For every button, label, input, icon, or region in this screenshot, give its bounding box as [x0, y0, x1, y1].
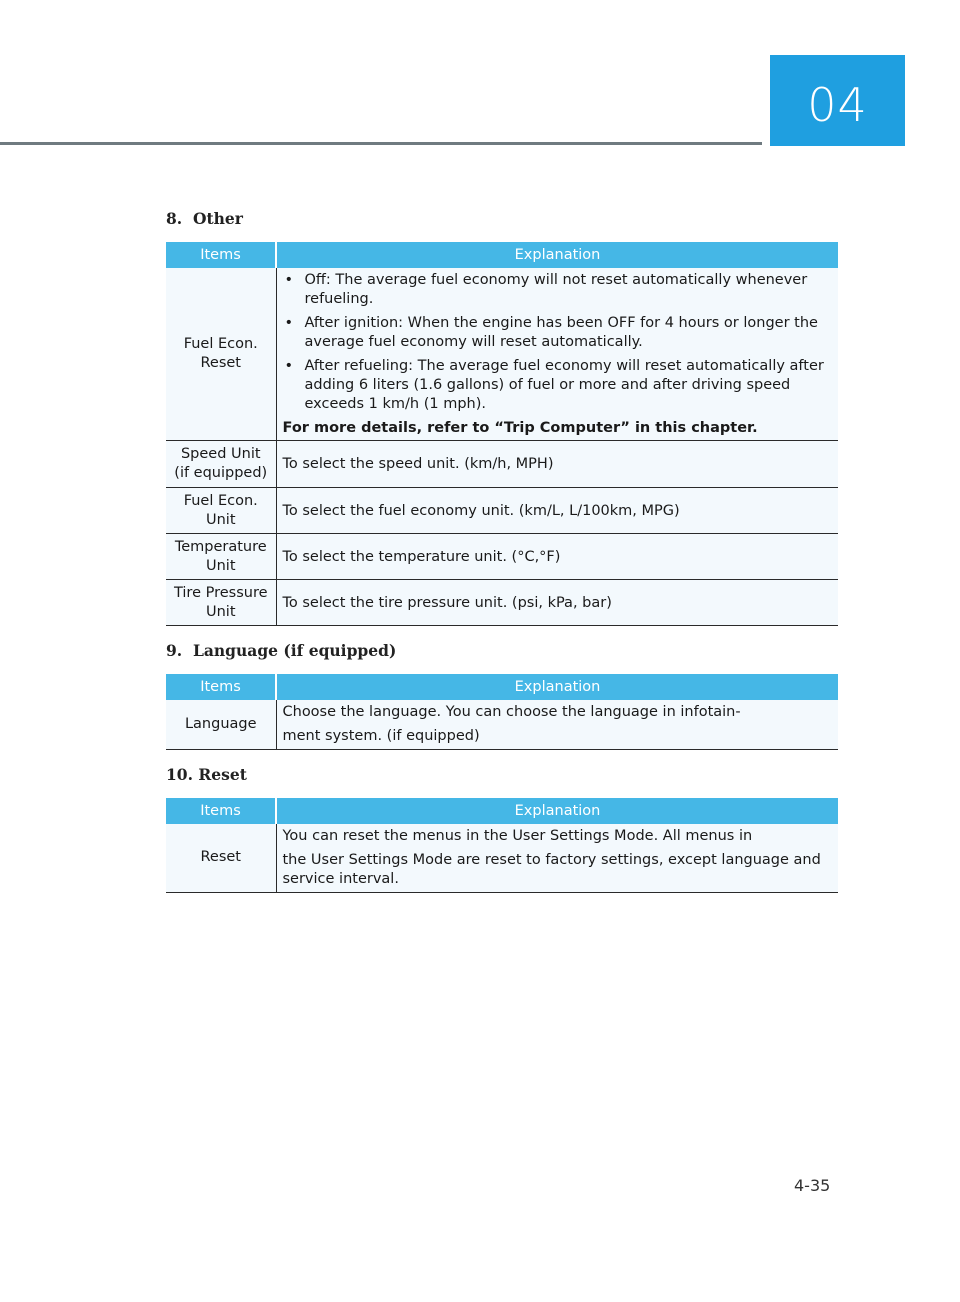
explanation-cell: To select the speed unit. (km/h, MPH)	[276, 441, 838, 488]
item-cell	[166, 268, 276, 441]
chapter-tab	[770, 55, 905, 146]
page-number: 4-35	[794, 1176, 831, 1195]
other-settings-table	[166, 242, 838, 626]
item-cell	[166, 488, 276, 534]
table-row	[166, 700, 838, 749]
chapter-number: 04	[807, 77, 868, 132]
item-speed-unit: Speed Unit (if equipped)	[174, 446, 268, 481]
item-cell	[166, 580, 276, 626]
table-header-row	[166, 242, 838, 268]
table-row	[166, 534, 838, 580]
explanation-line: ment system. (if equipped)	[282, 728, 480, 745]
item-cell	[166, 700, 276, 749]
column-header-items: Items	[166, 674, 276, 700]
reference-note: For more details, refer to “Trip Computer” in this chapter.	[282, 420, 758, 436]
list-item: • After ignition: When the engine has been OFF for 4 hours or longer the average fuel economy will reset automatically.	[283, 314, 831, 352]
bullet-list	[283, 271, 831, 414]
explanation-cell: To select the tire pressure unit. (psi, kPa, bar)	[276, 580, 838, 626]
explanation-line: the User Settings Mode are reset to factory settings, except language and service interval.	[282, 852, 821, 888]
item-temperature-unit: Temperature Unit	[174, 538, 267, 574]
item-cell	[166, 534, 276, 580]
column-header-explanation: Explanation	[276, 242, 838, 268]
item-fuel-econ-reset: Fuel Econ. Reset	[183, 336, 258, 371]
section-title-reset: 10. Reset	[166, 765, 247, 784]
explanation-cell: To select the fuel economy unit. (km/L, L/100km, MPG)	[276, 488, 838, 534]
item-tire-pressure-unit: Tire Pressure Unit	[173, 584, 268, 620]
explanation-line: You can reset the menus in the User Settings Mode. All menus in	[282, 828, 753, 845]
table-row	[166, 824, 838, 892]
table-header-row	[166, 674, 838, 700]
item-fuel-econ-unit: Fuel Econ. Unit	[183, 492, 258, 528]
reset-table	[166, 798, 838, 893]
list-item: • Off: The average fuel economy will not reset automatically whenever refueling.	[283, 271, 831, 309]
column-header-items: Items	[166, 798, 276, 824]
explanation-cell	[276, 700, 838, 749]
table-row	[166, 580, 838, 626]
section-title-language: 9. Language (if equipped)	[166, 641, 397, 660]
table-row	[166, 488, 838, 534]
explanation-cell	[276, 824, 838, 892]
language-table	[166, 674, 838, 750]
column-header-explanation: Explanation	[276, 798, 838, 824]
list-item: • After refueling: The average fuel economy will reset automatically after adding 6 liters (1.6 gallons) of fuel or more and after driving speed exceeds 1 km/h (1 mph).	[283, 357, 831, 414]
item-reset: Reset	[200, 849, 241, 866]
table-header-row	[166, 798, 838, 824]
table-row	[166, 268, 838, 441]
explanation-cell	[276, 268, 838, 441]
item-cell	[166, 441, 276, 488]
column-header-items: Items	[166, 242, 276, 268]
table-row	[166, 441, 838, 488]
explanation-line: Choose the language. You can choose the language in infotain-	[282, 704, 741, 721]
item-cell	[166, 824, 276, 892]
header-rule	[0, 142, 762, 145]
explanation-cell: To select the temperature unit. (°C,°F)	[276, 534, 838, 580]
item-language: Language	[184, 715, 257, 732]
section-title-other: 8. Other	[166, 209, 243, 228]
column-header-explanation: Explanation	[276, 674, 838, 700]
